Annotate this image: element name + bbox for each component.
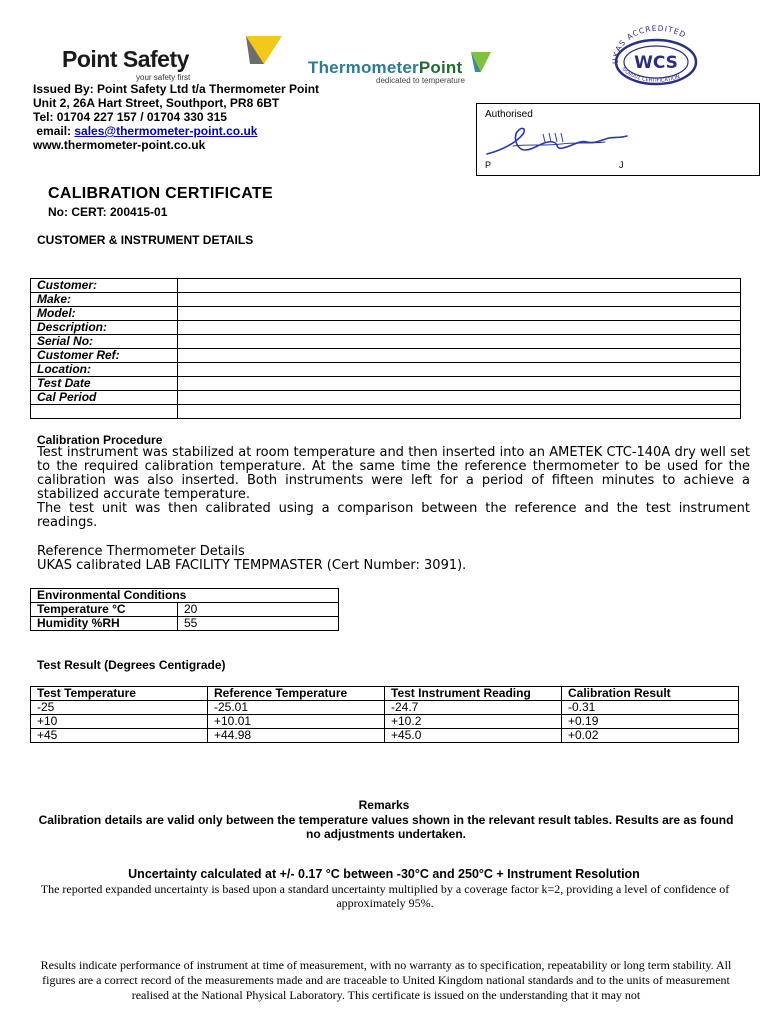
table-row [31, 363, 741, 377]
field-value [178, 377, 741, 391]
field-value [178, 279, 741, 293]
field-label: Test Date [31, 377, 178, 391]
point-safety-tagline: your safety first [136, 73, 191, 82]
table-row [31, 589, 339, 603]
field-value [178, 307, 741, 321]
authorised-box [476, 103, 760, 176]
environment-table [30, 588, 339, 631]
field-value [178, 293, 741, 307]
field-label: Make: [31, 293, 178, 307]
customer-section-heading: CUSTOMER & INSTRUMENT DETAILS [37, 233, 254, 247]
thermometer-point-name-a: Thermometer [308, 58, 419, 77]
table-row [31, 335, 741, 349]
reference-text: UKAS calibrated LAB FACILITY TEMPMASTER (Cert Number: 3091). [37, 558, 467, 573]
field-value [178, 363, 741, 377]
table-cell: +44.98 [208, 729, 385, 743]
remarks-title: Remarks [358, 798, 410, 812]
remarks-text: Calibration details are valid only between the temperature values shown in the relevant result tables. Results are as found no adjustments undertaken. [38, 813, 734, 841]
point-safety-name: Point Safety [62, 46, 189, 72]
thermometer-point-logo [306, 52, 491, 86]
authorised-p-label: P [485, 160, 492, 170]
procedure-paragraph-1: Test instrument was stabilized at room temperature and then inserted into an AMETEK CTC-140A dry well set to the required calibration temperature. At the same time the reference thermometer to be used for the calibration was also inserted. Both instruments were left for a period of fifteen minutes to achieve a stabilized accurate temperature. [37, 445, 750, 502]
environment-label: Humidity %RH [31, 617, 178, 631]
column-header: Reference Temperature [208, 687, 385, 701]
results-heading: Test Result (Degrees Centigrade) [37, 658, 226, 672]
table-cell: +0.02 [562, 729, 739, 743]
email-link[interactable]: sales@thermometer-point.co.uk [74, 124, 258, 138]
table-cell: -24.7 [385, 701, 562, 715]
table-cell: -25 [31, 701, 208, 715]
thermometer-point-check-icon [471, 52, 491, 74]
field-value [178, 321, 741, 335]
issuer-line1: Issued By: Point Safety Ltd t/a Thermometer Point [33, 82, 320, 96]
environment-heading: Environmental Conditions [31, 589, 339, 603]
table-header-row [31, 687, 739, 701]
environment-value: 20 [178, 603, 339, 617]
table-row [31, 279, 741, 293]
point-safety-logo [60, 36, 230, 82]
table-row [31, 701, 739, 715]
issuer-email-row [33, 124, 323, 138]
ukas-mid-text: WCS [634, 53, 678, 73]
column-header: Test Instrument Reading [385, 687, 562, 701]
table-row [31, 715, 739, 729]
certificate-title: CALIBRATION CERTIFICATE [48, 185, 273, 202]
table-cell: +45 [31, 729, 208, 743]
column-header: Test Temperature [31, 687, 208, 701]
table-row [31, 405, 741, 419]
certificate-number: No: CERT: 200415-01 [48, 205, 168, 219]
point-safety-triangles-icon [190, 36, 282, 66]
field-value [178, 335, 741, 349]
issuer-address: Unit 2, 26A Hart Street, Southport, PR8 6BT [33, 96, 280, 110]
authorised-j-label: J [619, 160, 624, 170]
issuer-phone: Tel: 01704 227 157 / 01704 330 315 [33, 110, 227, 124]
reference-heading: Reference Thermometer Details [37, 544, 245, 559]
table-row [31, 349, 741, 363]
uncertainty-title: Uncertainty calculated at +/- 0.17 °C between -30°C and 250°C + Instrument Resolution [128, 867, 640, 881]
table-cell: +45.0 [385, 729, 562, 743]
field-label: Location: [31, 363, 178, 377]
field-label: Cal Period [31, 391, 178, 405]
field-label: Serial No: [31, 335, 178, 349]
field-label: Customer: [31, 279, 178, 293]
table-row [31, 603, 339, 617]
table-row [31, 617, 339, 631]
email-label: email: [36, 124, 72, 138]
procedure-heading: Calibration Procedure [37, 433, 163, 447]
table-row [31, 391, 741, 405]
ukas-accredited-seal [606, 24, 706, 86]
results-table [30, 686, 739, 743]
table-cell: +10.01 [208, 715, 385, 729]
thermometer-point-tagline: dedicated to temperature [376, 76, 465, 85]
column-header: Calibration Result [562, 687, 739, 701]
table-row [31, 293, 741, 307]
table-cell: +10 [31, 715, 208, 729]
table-cell: -25.01 [208, 701, 385, 715]
authorised-label: Authorised [485, 109, 533, 120]
field-label: Model: [31, 307, 178, 321]
field-value [178, 391, 741, 405]
table-cell: +0.19 [562, 715, 739, 729]
field-label [31, 405, 178, 419]
table-cell: +10.2 [385, 715, 562, 729]
environment-label: Temperature °C [31, 603, 178, 617]
procedure-text [37, 446, 750, 530]
field-value [178, 405, 741, 419]
ukas-bottom-text: ISO9001 CERTIFICATION [620, 65, 681, 84]
issuer-details [33, 82, 323, 152]
environment-value: 55 [178, 617, 339, 631]
footer-disclaimer: Results indicate performance of instrument at time of measurement, with no warranty as to specification, repeatability or long term stability. All figures are a correct record of the measurements made and are traceable to United Kingdom national standards and to the units of measurement realised at the National Physical Laboratory. This certificate is issued on the understanding that it may not [40, 958, 732, 1002]
field-label: Customer Ref: [31, 349, 178, 363]
customer-details-table [30, 278, 741, 419]
procedure-paragraph-2: The test unit was then calibrated using a comparison between the reference and the test instrument readings. [37, 501, 750, 530]
table-row [31, 377, 741, 391]
ukas-top-text: UKAS ACCREDITED [610, 24, 688, 65]
signature-icon [483, 120, 633, 160]
table-row [31, 307, 741, 321]
website-link[interactable]: www.thermometer-point.co.uk [33, 138, 206, 152]
table-row [31, 729, 739, 743]
table-cell: -0.31 [562, 701, 739, 715]
field-value [178, 349, 741, 363]
field-label: Description: [31, 321, 178, 335]
uncertainty-text: The reported expanded uncertainty is based upon a standard uncertainty multiplied by a coverage factor k=2, providing a level of confidence of approximately 95%. [40, 882, 730, 910]
table-row [31, 321, 741, 335]
thermometer-point-name-b: Point [418, 58, 463, 77]
